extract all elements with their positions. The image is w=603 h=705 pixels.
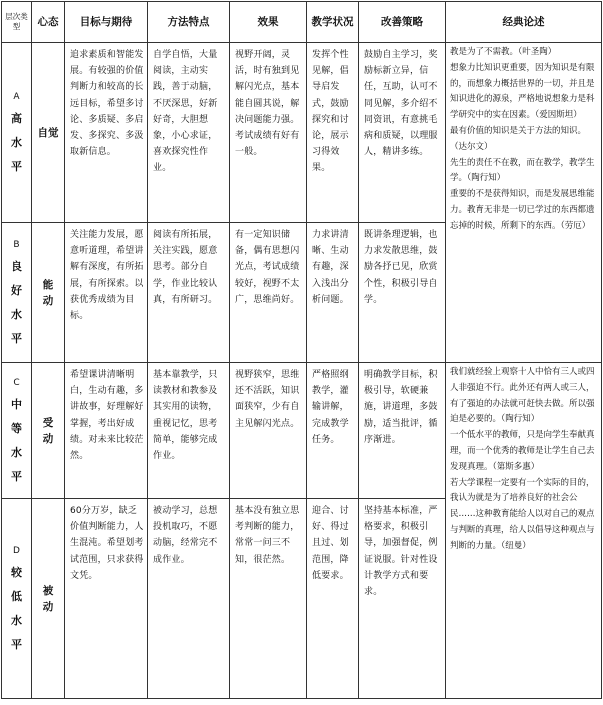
attitude-char: 被 [42, 584, 54, 597]
methods-cell: 阅读有所拓展，关注实践，愿意思考。部分自学，作业比较认真，有所研习。 [148, 223, 230, 363]
goals-cell: 60分万岁，缺乏价值判断能力，人生混沌。希望划考试范围，只求获得文凭。 [65, 499, 148, 699]
effect-cell: 视野开阔，灵活，时有独到见解闪光点，基本能自圆其说，解决问题能力强。考试成绩有好有一般。 [230, 43, 307, 223]
teaching-levels-table [1, 1, 602, 699]
quote: 先生的责任不在教，而在教学，教学生学。（陶行知） [450, 157, 595, 184]
quote: 教是为了不需教。（叶圣陶） [450, 47, 557, 57]
attitude-cell [32, 223, 65, 363]
header-methods: 方法特点 [148, 2, 230, 43]
table-row [2, 363, 602, 499]
header-goals: 目标与期待 [65, 2, 148, 43]
level-name-char: 平 [11, 159, 22, 173]
status-cell: 力求讲清晰、生动有趣，深入浅出分析问题。 [307, 223, 359, 363]
strategy-cell: 鼓励自主学习，奖励标新立异，信任，互助，认可不同见解，多介绍不同资讯，有意挑毛病和质疑，以理服人，精讲多练。 [359, 43, 446, 223]
attitude-cell [32, 43, 65, 223]
effect-cell: 有一定知识储备，偶有思想闪光点，考试成绩较好，视野不太广，思维尚好。 [230, 223, 307, 363]
header-effect: 效果 [230, 2, 307, 43]
quotes-cell [446, 363, 602, 699]
attitude-char: 觉 [48, 126, 59, 139]
goals-cell: 关注能力发展，愿意听道理，希望讲解有深度，有所拓展，有所探索。以获优秀成绩为目标。 [65, 223, 148, 363]
level-name-char: 水 [11, 613, 22, 627]
attitude-cell [32, 363, 65, 499]
level-name-char: 水 [11, 307, 22, 321]
attitude-char: 能 [42, 278, 54, 291]
header-quotes: 经典论述 [446, 2, 602, 43]
level-name-char: 平 [11, 331, 22, 345]
status-cell: 发挥个性见解，倡导启发式，鼓励探究和讨论，展示习得效果。 [307, 43, 359, 223]
level-name-char: 平 [11, 637, 22, 651]
header-row [2, 2, 602, 43]
header-strategy: 改善策略 [359, 2, 446, 43]
attitude-char: 动 [42, 432, 54, 445]
strategy-cell: 明确教学目标，积极引导，软硬兼施，讲道理，多鼓励，适当批评，循序渐进。 [359, 363, 446, 499]
level-cell [2, 43, 32, 223]
quote: 若大学课程一定要有一个实际的目的，我认为就是为了培养良好的社会公民……这种教育能给人以对自己的观点与判断的真理，给人以倡导这种观点与判断的力量。（纽曼） [450, 477, 595, 551]
level-name-char: 低 [11, 589, 22, 603]
level-code: D [13, 545, 20, 556]
level-cell [2, 223, 32, 363]
status-cell: 迎合、讨好、得过且过、划范围，降低要求。 [307, 499, 359, 699]
attitude-char: 受 [42, 416, 54, 429]
quote: 我们就经验上观察十人中恰有三人或四人非强迫不行。此外还有两人或三人，有了强迫的办法就可赶快去做。所以强迫是必要的。（陶行知） [450, 367, 595, 425]
level-name-char: 等 [11, 421, 22, 435]
strategy-cell: 既讲条理逻辑，也力求发散思维，鼓励各抒已见，欣赏个性，积极引导自学。 [359, 223, 446, 363]
level-name-char: 好 [11, 283, 22, 297]
goals-cell: 追求素质和智能发展。有较强的价值判断力和较高的长远目标，希望多讨论、多质疑、多启发、多探究、多汲取新信息。 [65, 43, 148, 223]
attitude-char: 动 [42, 600, 54, 613]
level-name-char: 中 [11, 397, 22, 411]
strategy-cell: 坚持基本标准，严格要求，积极引导，加强督促，例证说服。针对性设计教学方式和要求。 [359, 499, 446, 699]
methods-cell: 被动学习，总想投机取巧，不愿动脑，经常完不成作业。 [148, 499, 230, 699]
quote: 一个低水平的教师，只是向学生奉献真理，而一个优秀的教师是让学生自己去发现真理。（第斯多惠） [450, 430, 595, 472]
methods-cell: 基本靠教学，只读教材和教参及其实用的读物，重视记忆，思考简单，能够完成作业。 [148, 363, 230, 499]
quote: 想象力比知识更重要，因为知识是有限的，而想象力概括世界的一切，并且是知识进化的源泉，严格地说想象力是科学研究中的实在因素。（爱因斯坦） [450, 62, 595, 121]
level-name-char: 水 [11, 445, 22, 459]
methods-cell: 自学自悟，大量阅读，主动实践，善于动脑，不厌深思，好新好奇，大胆想象，小心求证，喜欢探究性作业。 [148, 43, 230, 223]
level-name-char: 高 [11, 111, 22, 125]
header-attitude: 心态 [32, 2, 65, 43]
level-name-char: 水 [11, 135, 22, 149]
table-row [2, 43, 602, 223]
level-code: C [13, 377, 20, 388]
quote: 重要的不是获得知识，而是发展思维能力。教育无非是一切已学过的东西都遗忘掉的时候，所剩下的东西。（劳厄） [450, 189, 595, 231]
level-cell [2, 499, 32, 699]
effect-cell: 基本没有独立思考判断的能力，常常一问三不知，很茫然。 [230, 499, 307, 699]
level-code: B [13, 239, 20, 250]
level-name-char: 较 [11, 565, 22, 579]
level-name-char: 良 [11, 259, 22, 273]
status-cell: 严格照纲教学，灌输讲解，完成教学任务。 [307, 363, 359, 499]
attitude-char: 自 [37, 126, 48, 139]
quotes-cell [446, 43, 602, 363]
quote: 最有价值的知识是关于方法的知识。（达尔文） [450, 125, 587, 152]
goals-cell: 希望课讲清晰明白，生动有趣，多讲故事，好理解好掌握，考出好成绩。对未来比较茫然。 [65, 363, 148, 499]
attitude-cell [32, 499, 65, 699]
effect-cell: 视野狭窄，思维还不活跃，知识面狭窄，少有自主见解闪光点。 [230, 363, 307, 499]
level-cell [2, 363, 32, 499]
header-level: 层次类型 [2, 2, 32, 43]
attitude-char: 动 [42, 294, 54, 307]
level-name-char: 平 [11, 469, 22, 483]
level-code: A [13, 91, 20, 102]
header-status: 教学状况 [307, 2, 359, 43]
